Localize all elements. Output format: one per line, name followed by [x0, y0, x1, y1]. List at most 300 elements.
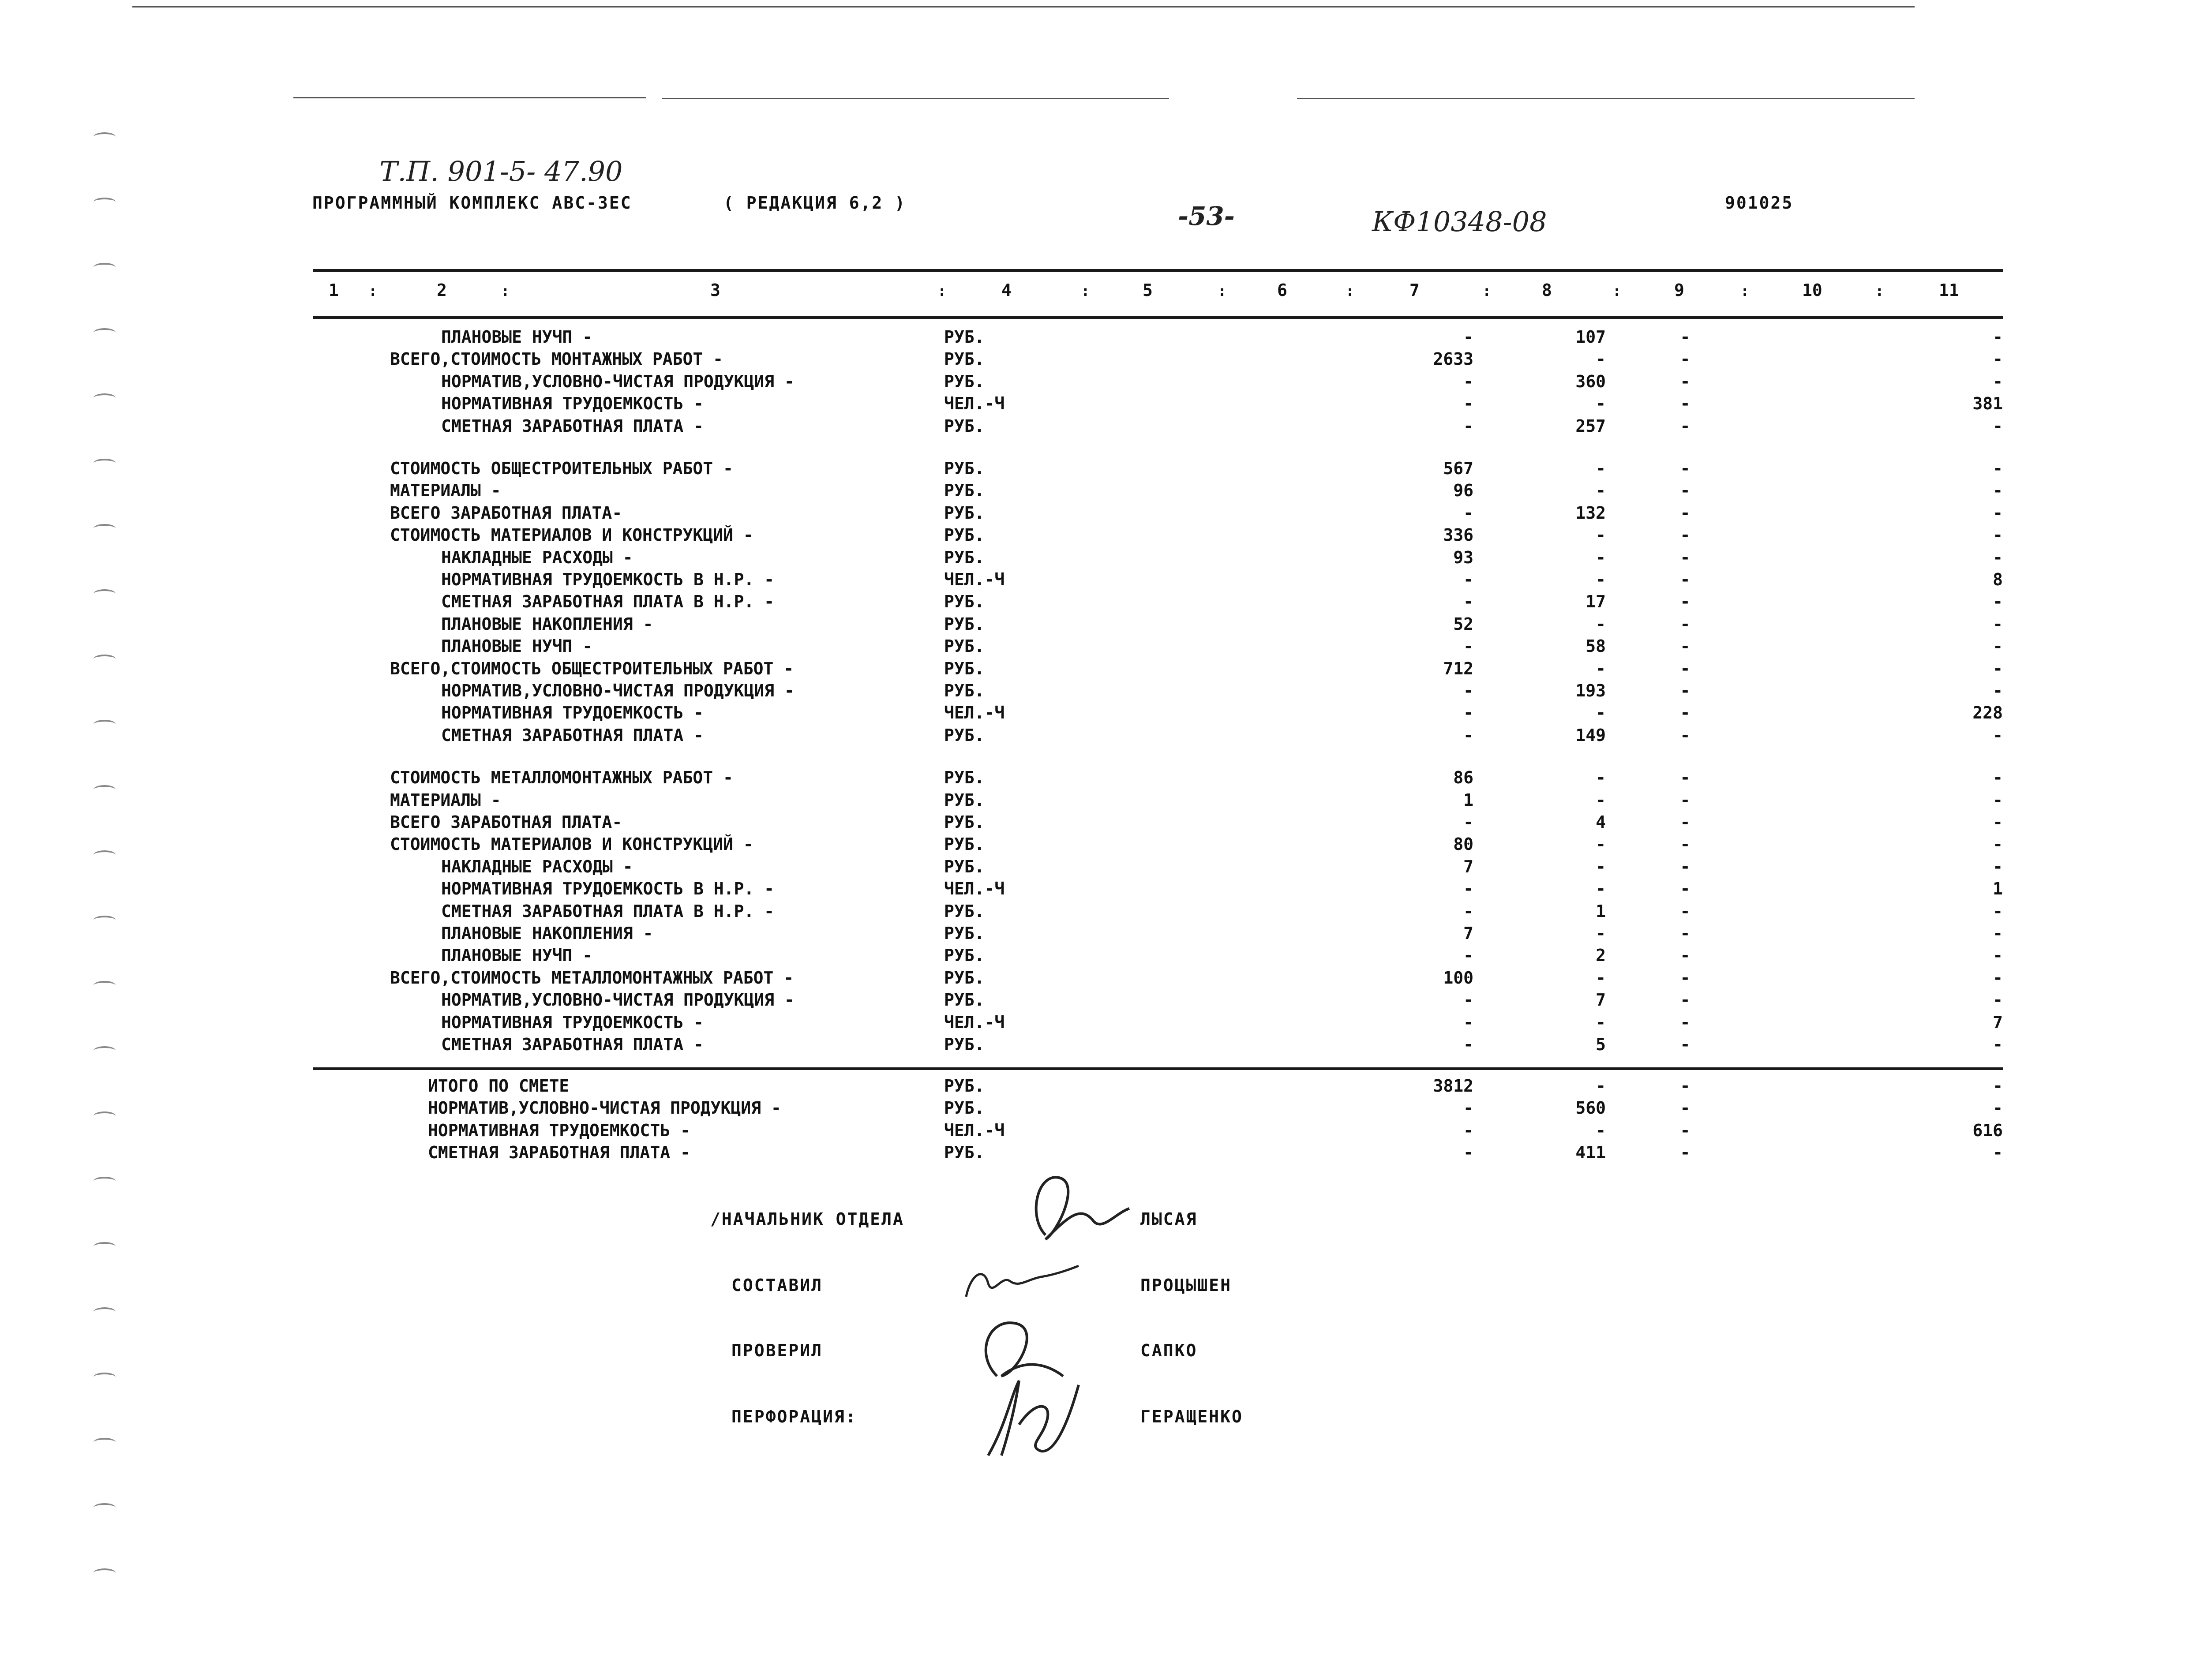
row-label: НОРМАТИВНАЯ ТРУДОЕМКОСТЬ -	[441, 1012, 704, 1032]
table-row	[0, 768, 2189, 790]
cell-col9: -	[1680, 790, 1690, 810]
cell-col8: -	[1596, 768, 1606, 788]
cell-col8: 560	[1575, 1098, 1606, 1118]
table-row	[0, 636, 2189, 659]
row-unit: РУБ.	[944, 924, 985, 943]
margin-punch-mark	[94, 1568, 116, 1577]
cell-col7: 2633	[1433, 349, 1473, 369]
table-row	[0, 1013, 2189, 1035]
row-label: ВСЕГО ЗАРАБОТНАЯ ПЛАТА-	[390, 503, 622, 523]
handwritten-doc-code: КФ10348-08	[1372, 206, 1547, 238]
cell-col9: -	[1680, 1143, 1690, 1163]
table-row	[0, 659, 2189, 681]
cell-col8: 132	[1575, 503, 1606, 523]
row-label: СТОИМОСТЬ МАТЕРИАЛОВ И КОНСТРУКЦИЙ -	[390, 834, 753, 854]
program-name: ПРОГРАММНЫЙ КОМПЛЕКС АВС-ЗЕС	[312, 193, 632, 213]
cell-col8: -	[1596, 879, 1606, 899]
row-unit: ЧЕЛ.-Ч	[944, 879, 1005, 899]
margin-punch-mark	[94, 132, 116, 141]
sig-name-head: ЛЫСАЯ	[1140, 1209, 1198, 1229]
cell-col8: 149	[1575, 725, 1606, 745]
table-row	[0, 614, 2189, 636]
table-row	[0, 990, 2189, 1012]
row-label: СМЕТНАЯ ЗАРАБОТНАЯ ПЛАТА -	[441, 725, 704, 745]
table-row	[0, 902, 2189, 924]
row-unit: РУБ.	[944, 812, 985, 832]
signature-scribble-head	[1019, 1164, 1134, 1248]
row-label: ПЛАНОВЫЕ НУЧП -	[441, 327, 593, 347]
cell-col9: -	[1680, 1012, 1690, 1032]
cell-col8: 5	[1596, 1035, 1606, 1054]
table-row	[0, 481, 2189, 503]
cell-col9: -	[1680, 1098, 1690, 1118]
cell-col11: 228	[1972, 703, 2003, 723]
cell-col9: -	[1680, 1076, 1690, 1096]
cell-col7: -	[1463, 394, 1473, 414]
cell-col7: 86	[1453, 768, 1473, 788]
cell-col11: -	[1993, 349, 2003, 369]
cell-col7: 96	[1453, 481, 1473, 501]
cell-col11: -	[1993, 481, 2003, 501]
cell-col8: 4	[1596, 812, 1606, 832]
table-row	[0, 1035, 2189, 1057]
table-row	[0, 327, 2189, 349]
sig-name-compiled: ПРОЦЫШЕН	[1140, 1276, 1232, 1295]
cell-col9: -	[1680, 946, 1690, 965]
row-unit: ЧЕЛ.-Ч	[944, 703, 1005, 723]
cell-col7: -	[1463, 1143, 1473, 1163]
table-row	[0, 548, 2189, 570]
signature-scribble-perforation	[979, 1372, 1081, 1460]
table-row	[0, 1121, 2189, 1143]
cell-col9: -	[1680, 681, 1690, 700]
cell-col7: 3812	[1433, 1076, 1473, 1096]
cell-col11: -	[1993, 946, 2003, 965]
table-row	[0, 525, 2189, 547]
row-label: СМЕТНАЯ ЗАРАБОТНАЯ ПЛАТА В Н.Р. -	[441, 592, 774, 612]
row-unit: РУБ.	[944, 459, 985, 478]
margin-punch-mark	[94, 198, 116, 206]
row-label: НАКЛАДНЫЕ РАСХОДЫ -	[441, 857, 633, 876]
row-label: СМЕТНАЯ ЗАРАБОТНАЯ ПЛАТА В Н.Р. -	[441, 901, 774, 921]
cell-col11: -	[1993, 614, 2003, 634]
margin-punch-mark	[94, 1307, 116, 1316]
column-number: 2	[437, 281, 447, 300]
cell-col11: -	[1993, 924, 2003, 943]
cell-col11: 381	[1972, 394, 2003, 414]
table-row	[0, 592, 2189, 614]
cell-col9: -	[1680, 481, 1690, 501]
table-row	[0, 812, 2189, 834]
row-unit: РУБ.	[944, 1098, 985, 1118]
table-rule-header-bottom	[313, 316, 2003, 319]
cell-col7: 1	[1463, 790, 1473, 810]
cell-col8: -	[1596, 547, 1606, 567]
cell-col8: -	[1596, 481, 1606, 501]
cell-col7: 100	[1443, 968, 1473, 988]
row-unit: РУБ.	[944, 659, 985, 678]
row-label: ПЛАНОВЫЕ НУЧП -	[441, 636, 593, 656]
cell-col9: -	[1680, 924, 1690, 943]
cell-col8: -	[1596, 349, 1606, 369]
table-row	[0, 459, 2189, 481]
table-row	[0, 857, 2189, 879]
cell-col11: -	[1993, 901, 2003, 921]
cell-col7: -	[1463, 636, 1473, 656]
column-number: 10	[1802, 281, 1822, 300]
cell-col9: -	[1680, 968, 1690, 988]
cell-col9: -	[1680, 327, 1690, 347]
cell-col9: -	[1680, 901, 1690, 921]
cell-col9: -	[1680, 525, 1690, 545]
cell-col9: -	[1680, 990, 1690, 1010]
column-separator: :	[1482, 282, 1492, 300]
table-row	[0, 879, 2189, 901]
cell-col8: -	[1596, 570, 1606, 589]
edition: ( РЕДАКЦИЯ 6,2 )	[723, 193, 907, 213]
margin-punch-mark	[94, 1242, 116, 1251]
totals-rule	[313, 1067, 2003, 1070]
cell-col8: -	[1596, 659, 1606, 678]
cell-col9: -	[1680, 1120, 1690, 1140]
sig-role-compiled: СОСТАВИЛ	[731, 1276, 823, 1295]
column-separator: :	[1612, 282, 1622, 300]
column-number: 1	[329, 281, 339, 300]
cell-col8: -	[1596, 924, 1606, 943]
row-label: НОРМАТИВНАЯ ТРУДОЕМКОСТЬ -	[428, 1120, 690, 1140]
table-row	[0, 416, 2189, 438]
cell-col7: -	[1463, 416, 1473, 436]
row-label: НОРМАТИВНАЯ ТРУДОЕМКОСТЬ -	[441, 394, 704, 414]
cell-col11: -	[1993, 459, 2003, 478]
row-unit: РУБ.	[944, 416, 985, 436]
column-number: 8	[1542, 281, 1552, 300]
row-unit: РУБ.	[944, 481, 985, 501]
column-separator: :	[1218, 282, 1227, 300]
row-label: НОРМАТИВНАЯ ТРУДОЕМКОСТЬ В Н.Р. -	[441, 570, 774, 589]
cell-col11: -	[1993, 1076, 2003, 1096]
row-label: ВСЕГО ЗАРАБОТНАЯ ПЛАТА-	[390, 812, 622, 832]
cell-col7: 93	[1453, 547, 1473, 567]
cell-col7: 52	[1453, 614, 1473, 634]
row-label: НАКЛАДНЫЕ РАСХОДЫ -	[441, 547, 633, 567]
row-label: СМЕТНАЯ ЗАРАБОТНАЯ ПЛАТА -	[428, 1143, 690, 1163]
cell-col9: -	[1680, 459, 1690, 478]
sig-name-perforation: ГЕРАЩЕНКО	[1140, 1407, 1243, 1426]
cell-col11: -	[1993, 659, 2003, 678]
cell-col11: -	[1993, 525, 2003, 545]
cell-col8: -	[1596, 1012, 1606, 1032]
cell-col7: -	[1463, 681, 1473, 700]
row-label: НОРМАТИВ,УСЛОВНО-ЧИСТАЯ ПРОДУКЦИЯ -	[441, 990, 795, 1010]
column-separator: :	[368, 282, 378, 300]
row-label: СТОИМОСТЬ МАТЕРИАЛОВ И КОНСТРУКЦИЙ -	[390, 525, 753, 545]
cell-col8: -	[1596, 703, 1606, 723]
row-unit: РУБ.	[944, 946, 985, 965]
row-unit: РУБ.	[944, 725, 985, 745]
cell-col11: 8	[1993, 570, 2003, 589]
cell-col7: -	[1463, 327, 1473, 347]
cell-col7: -	[1463, 703, 1473, 723]
column-number: 3	[710, 281, 720, 300]
column-number: 6	[1277, 281, 1287, 300]
row-label: СТОИМОСТЬ МЕТАЛЛОМОНТАЖНЫХ РАБОТ -	[390, 768, 733, 788]
cell-col9: -	[1680, 570, 1690, 589]
cell-col9: -	[1680, 349, 1690, 369]
row-label: СТОИМОСТЬ ОБЩЕСТРОИТЕЛЬНЫХ РАБОТ -	[390, 459, 733, 478]
row-label: НОРМАТИВНАЯ ТРУДОЕМКОСТЬ -	[441, 703, 704, 723]
cell-col11: -	[1993, 592, 2003, 612]
row-label: ИТОГО ПО СМЕТЕ	[428, 1076, 570, 1096]
cell-col8: -	[1596, 525, 1606, 545]
cell-col7: 7	[1463, 857, 1473, 876]
scan-artifact-line	[132, 6, 1915, 7]
column-number: 4	[1001, 281, 1012, 300]
margin-punch-mark	[94, 1503, 116, 1512]
cell-col7: -	[1463, 990, 1473, 1010]
row-label: СМЕТНАЯ ЗАРАБОТНАЯ ПЛАТА -	[441, 416, 704, 436]
table-row	[0, 946, 2189, 968]
table-row	[0, 968, 2189, 990]
table-row	[0, 924, 2189, 946]
column-separator: :	[1346, 282, 1355, 300]
cell-col11: -	[1993, 1143, 2003, 1163]
cell-col8: -	[1596, 394, 1606, 414]
cell-col9: -	[1680, 614, 1690, 634]
cell-col11: -	[1993, 990, 2003, 1010]
cell-col7: 336	[1443, 525, 1473, 545]
cell-col8: -	[1596, 1120, 1606, 1140]
cell-col7: 712	[1443, 659, 1473, 678]
sig-role-checked: ПРОВЕРИЛ	[731, 1341, 823, 1360]
cell-col8: -	[1596, 614, 1606, 634]
row-unit: РУБ.	[944, 614, 985, 634]
column-separator: :	[1081, 282, 1090, 300]
cell-col8: -	[1596, 834, 1606, 854]
cell-col8: -	[1596, 968, 1606, 988]
row-label: ПЛАНОВЫЕ НУЧП -	[441, 946, 593, 965]
row-unit: РУБ.	[944, 636, 985, 656]
row-unit: РУБ.	[944, 525, 985, 545]
page-number: -53-	[1178, 201, 1235, 231]
cell-col9: -	[1680, 812, 1690, 832]
cell-col11: -	[1993, 371, 2003, 391]
cell-col9: -	[1680, 703, 1690, 723]
table-row	[0, 372, 2189, 394]
margin-punch-mark	[94, 263, 116, 272]
column-separator: :	[501, 282, 510, 300]
row-unit: РУБ.	[944, 790, 985, 810]
table-row	[0, 1098, 2189, 1120]
cell-col7: -	[1463, 1120, 1473, 1140]
cell-col11: -	[1993, 790, 2003, 810]
sig-name-checked: САПКО	[1140, 1341, 1198, 1360]
row-unit: РУБ.	[944, 857, 985, 876]
cell-col11: -	[1993, 681, 2003, 700]
cell-col8: 360	[1575, 371, 1606, 391]
cell-col9: -	[1680, 857, 1690, 876]
row-unit: ЧЕЛ.-Ч	[944, 1012, 1005, 1032]
cell-col11: -	[1993, 503, 2003, 523]
cell-col9: -	[1680, 547, 1690, 567]
cell-col9: -	[1680, 659, 1690, 678]
cell-col7: 567	[1443, 459, 1473, 478]
table-row	[0, 834, 2189, 857]
column-separator: :	[1875, 282, 1884, 300]
cell-col7: -	[1463, 946, 1473, 965]
row-unit: РУБ.	[944, 1035, 985, 1054]
column-number: 5	[1143, 281, 1153, 300]
row-unit: ЧЕЛ.-Ч	[944, 1120, 1005, 1140]
row-unit: РУБ.	[944, 968, 985, 988]
row-unit: РУБ.	[944, 327, 985, 347]
scan-artifact-line	[662, 98, 1169, 99]
row-unit: РУБ.	[944, 349, 985, 369]
cell-col7: -	[1463, 1012, 1473, 1032]
table-row	[0, 703, 2189, 725]
cell-col8: 193	[1575, 681, 1606, 700]
cell-col8: -	[1596, 459, 1606, 478]
cell-col9: -	[1680, 1035, 1690, 1054]
cell-col8: -	[1596, 1076, 1606, 1096]
row-label: ВСЕГО,СТОИМОСТЬ ОБЩЕСТРОИТЕЛЬНЫХ РАБОТ -	[390, 659, 794, 678]
cell-col9: -	[1680, 768, 1690, 788]
table-row	[0, 1143, 2189, 1165]
cell-col7: -	[1463, 812, 1473, 832]
handwritten-project-code: Т.П. 901-5- 47.90	[379, 155, 623, 187]
scan-artifact-line	[293, 97, 646, 98]
row-unit: РУБ.	[944, 592, 985, 612]
row-label: НОРМАТИВ,УСЛОВНО-ЧИСТАЯ ПРОДУКЦИЯ -	[428, 1098, 781, 1118]
column-separator: :	[937, 282, 947, 300]
row-unit: РУБ.	[944, 1143, 985, 1163]
cell-col8: 7	[1596, 990, 1606, 1010]
cell-col8: 411	[1575, 1143, 1606, 1163]
cell-col11: -	[1993, 812, 2003, 832]
row-label: СМЕТНАЯ ЗАРАБОТНАЯ ПЛАТА -	[441, 1035, 704, 1054]
row-label: ВСЕГО,СТОИМОСТЬ МОНТАЖНЫХ РАБОТ -	[390, 349, 723, 369]
margin-punch-mark	[94, 1438, 116, 1447]
cell-col7: -	[1463, 1098, 1473, 1118]
row-unit: РУБ.	[944, 834, 985, 854]
cell-col8: -	[1596, 857, 1606, 876]
column-separator: :	[1740, 282, 1750, 300]
row-label: МАТЕРИАЛЫ -	[390, 790, 501, 810]
cell-col9: -	[1680, 725, 1690, 745]
cell-col8: 17	[1586, 592, 1606, 612]
cell-col11: 1	[1993, 879, 2003, 899]
cell-col11: -	[1993, 768, 2003, 788]
table-row	[0, 726, 2189, 748]
cell-col8: 257	[1575, 416, 1606, 436]
cell-col11: -	[1993, 636, 2003, 656]
cell-col11: -	[1993, 857, 2003, 876]
row-unit: РУБ.	[944, 768, 985, 788]
row-unit: ЧЕЛ.-Ч	[944, 570, 1005, 589]
table-row	[0, 349, 2189, 371]
row-unit: РУБ.	[944, 901, 985, 921]
table-row	[0, 1076, 2189, 1098]
column-number: 9	[1674, 281, 1684, 300]
cell-col8: 2	[1596, 946, 1606, 965]
row-unit: РУБ.	[944, 547, 985, 567]
cell-col9: -	[1680, 834, 1690, 854]
cell-col11: -	[1993, 416, 2003, 436]
cell-col8: 107	[1575, 327, 1606, 347]
table-rule-top	[313, 269, 2003, 272]
table-row	[0, 570, 2189, 592]
scan-artifact-line	[1297, 98, 1915, 99]
cell-col7: 7	[1463, 924, 1473, 943]
cell-col7: -	[1463, 570, 1473, 589]
cell-col11: -	[1993, 547, 2003, 567]
cell-col9: -	[1680, 394, 1690, 414]
row-label: ВСЕГО,СТОИМОСТЬ МЕТАЛЛОМОНТАЖНЫХ РАБОТ -	[390, 968, 794, 988]
row-label: НОРМАТИВ,УСЛОВНО-ЧИСТАЯ ПРОДУКЦИЯ -	[441, 371, 795, 391]
cell-col11: -	[1993, 1098, 2003, 1118]
table-row	[0, 790, 2189, 812]
margin-punch-mark	[94, 1177, 116, 1186]
cell-col9: -	[1680, 636, 1690, 656]
cell-col9: -	[1680, 879, 1690, 899]
signature-scribble-compiled	[957, 1257, 1081, 1306]
cell-col8: -	[1596, 790, 1606, 810]
table-row	[0, 681, 2189, 703]
row-unit: РУБ.	[944, 1076, 985, 1096]
cell-col7: -	[1463, 1035, 1473, 1054]
row-unit: РУБ.	[944, 681, 985, 700]
row-label: ПЛАНОВЫЕ НАКОПЛЕНИЯ -	[441, 924, 653, 943]
sig-role-head: /НАЧАЛЬНИК ОТДЕЛА	[710, 1209, 904, 1229]
row-label: НОРМАТИВНАЯ ТРУДОЕМКОСТЬ В Н.Р. -	[441, 879, 774, 899]
table-row	[0, 503, 2189, 525]
cell-col9: -	[1680, 592, 1690, 612]
cell-col11: 7	[1993, 1012, 2003, 1032]
cell-col7: -	[1463, 879, 1473, 899]
row-unit: РУБ.	[944, 990, 985, 1010]
cell-col11: -	[1993, 968, 2003, 988]
cell-col11: 616	[1972, 1120, 2003, 1140]
cell-col9: -	[1680, 416, 1690, 436]
cell-col7: -	[1463, 371, 1473, 391]
cell-col7: 80	[1453, 834, 1473, 854]
cell-col8: 1	[1596, 901, 1606, 921]
cell-col7: -	[1463, 592, 1473, 612]
row-label: МАТЕРИАЛЫ -	[390, 481, 501, 501]
document-number: 901025	[1725, 193, 1794, 213]
row-unit: РУБ.	[944, 371, 985, 391]
row-label: ПЛАНОВЫЕ НАКОПЛЕНИЯ -	[441, 614, 653, 634]
cell-col8: 58	[1586, 636, 1606, 656]
cell-col9: -	[1680, 371, 1690, 391]
cell-col11: -	[1993, 327, 2003, 347]
table-row	[0, 394, 2189, 416]
sig-role-perforation: ПЕРФОРАЦИЯ:	[731, 1407, 857, 1426]
row-unit: ЧЕЛ.-Ч	[944, 394, 1005, 414]
cell-col7: -	[1463, 503, 1473, 523]
column-number: 7	[1409, 281, 1420, 300]
row-unit: РУБ.	[944, 503, 985, 523]
row-label: НОРМАТИВ,УСЛОВНО-ЧИСТАЯ ПРОДУКЦИЯ -	[441, 681, 795, 700]
cell-col9: -	[1680, 503, 1690, 523]
margin-punch-mark	[94, 1373, 116, 1381]
cell-col11: -	[1993, 1035, 2003, 1054]
cell-col7: -	[1463, 901, 1473, 921]
column-number: 11	[1939, 281, 1959, 300]
cell-col11: -	[1993, 725, 2003, 745]
cell-col11: -	[1993, 834, 2003, 854]
cell-col7: -	[1463, 725, 1473, 745]
